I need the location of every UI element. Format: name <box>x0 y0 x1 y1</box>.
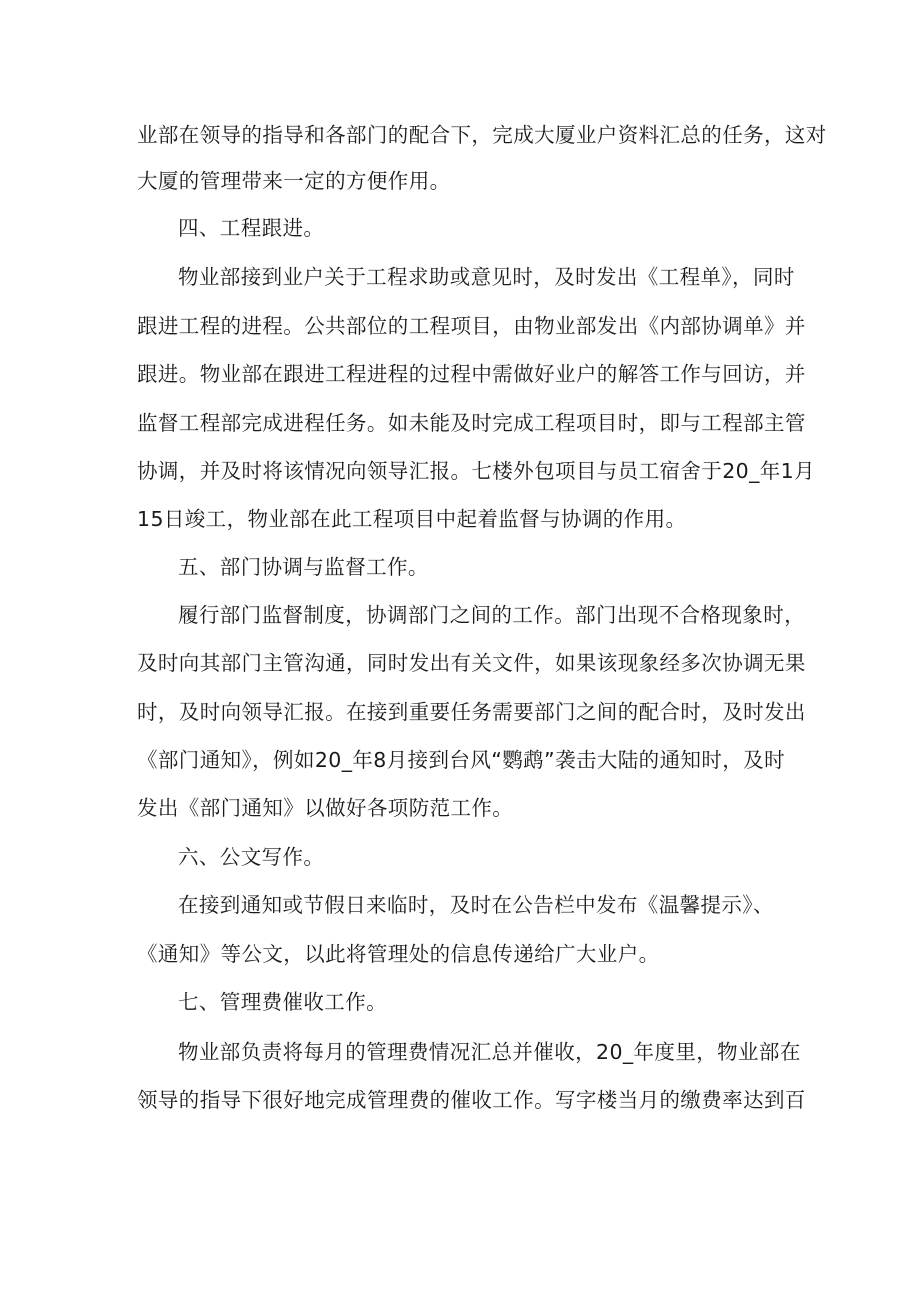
paragraph-line: 在接到通知或节假日来临时，及时在公告栏中发布《温馨提示》、 <box>178 893 774 917</box>
section-heading: 七、管理费催收工作。 <box>178 990 387 1014</box>
paragraph-line: 业部在领导的指导和各部门的配合下，完成大厦业户资料汇总的任务，这对 <box>137 123 827 147</box>
paragraph-line: 协调，并及时将该情况向领导汇报。七楼外包项目与员工宿舍于20_年1月 <box>137 459 815 483</box>
paragraph-line: 及时向其部门主管沟通，同时发出有关文件，如果该现象经多次协调无果 <box>137 651 806 675</box>
section-heading: 六、公文写作。 <box>178 845 325 869</box>
paragraph-line: 物业部接到业户关于工程求助或意见时，及时发出《工程单》，同时 <box>178 265 795 289</box>
paragraph-line: 发出《部门通知》以做好各项防范工作。 <box>137 796 514 820</box>
paragraph-line: 领导的指导下很好地完成管理费的催收工作。写字楼当月的缴费率达到百 <box>137 1088 806 1112</box>
paragraph-line: 15日竣工，物业部在此工程项目中起着监督与协调的作用。 <box>137 507 687 531</box>
section-heading: 四、工程跟进。 <box>178 216 325 240</box>
paragraph-line: 跟进。物业部在跟进工程进程的过程中需做好业户的解答工作与回访，并 <box>137 362 806 386</box>
paragraph-line: 时，及时向领导汇报。在接到重要任务需要部门之间的配合时，及时发出 <box>137 700 806 724</box>
paragraph-line: 监督工程部完成进程任务。如未能及时完成工程项目时，即与工程部主管 <box>137 411 806 435</box>
paragraph-line: 《部门通知》，例如20_年8月接到台风“鹦鹉”袭击大陆的通知时，及时 <box>137 748 785 772</box>
paragraph-line: 大厦的管理带来一定的方便作用。 <box>137 169 451 193</box>
section-heading: 五、部门协调与监督工作。 <box>178 555 429 579</box>
paragraph-line: 物业部负责将每月的管理费情况汇总并催收，20_年度里，物业部在 <box>178 1040 801 1064</box>
paragraph-line: 履行部门监督制度，协调部门之间的工作。部门出现不合格现象时， <box>178 603 805 627</box>
paragraph-line: 跟进工程的进程。公共部位的工程项目，由物业部发出《内部协调单》并 <box>137 314 806 338</box>
paragraph-line: 《通知》等公文，以此将管理处的信息传递给广大业户。 <box>137 942 660 966</box>
